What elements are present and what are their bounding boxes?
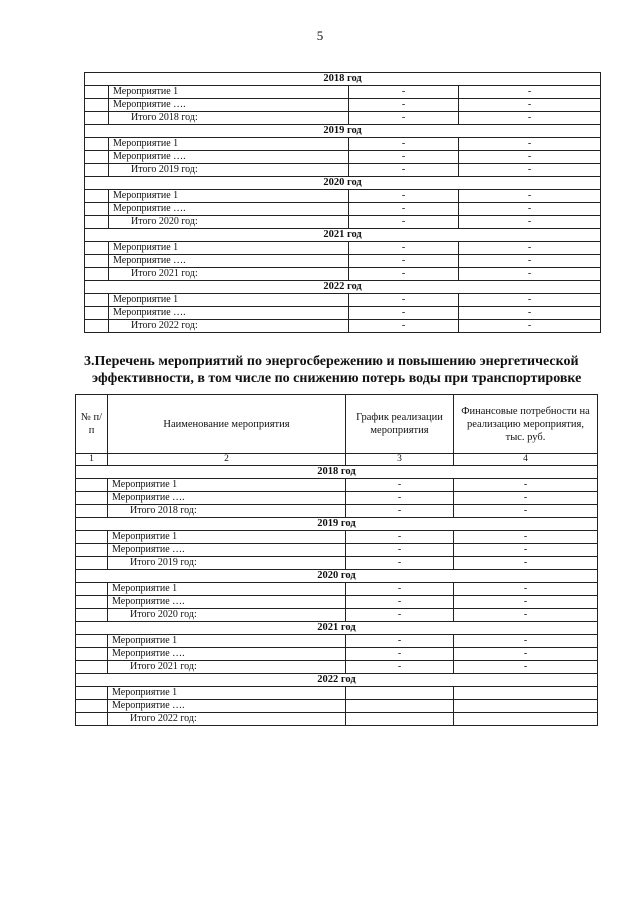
schedule-cell: - (349, 86, 459, 99)
financing-cell (454, 713, 598, 726)
column-number: 2 (108, 454, 346, 466)
schedule-cell: - (349, 151, 459, 164)
total-label: Итого 2022 год: (108, 713, 346, 726)
schedule-cell: - (349, 164, 459, 177)
year-row (85, 177, 601, 190)
event-row (85, 99, 601, 112)
row-number-cell (85, 216, 109, 229)
schedule-cell: - (346, 557, 454, 570)
financing-cell: - (454, 648, 598, 661)
header-financing: Финансовые потребности на реализацию мероприятия, тыс. руб. (454, 395, 598, 454)
row-number-cell (76, 531, 108, 544)
schedule-cell: - (349, 216, 459, 229)
schedule-cell: - (349, 320, 459, 333)
financing-cell: - (459, 112, 601, 125)
event-row (76, 544, 598, 557)
financing-cell: - (454, 479, 598, 492)
event-row (76, 596, 598, 609)
events-table-continued (84, 72, 601, 333)
financing-cell (454, 687, 598, 700)
row-number-cell (76, 687, 108, 700)
row-number-cell (85, 242, 109, 255)
year-row (76, 622, 598, 635)
row-number-cell (85, 268, 109, 281)
schedule-cell: - (349, 242, 459, 255)
financing-cell: - (459, 320, 601, 333)
event-row (76, 492, 598, 505)
year-label: 2018 год (76, 466, 598, 479)
year-label: 2021 год (85, 229, 601, 242)
event-name: Мероприятие …. (108, 492, 346, 505)
financing-cell: - (454, 635, 598, 648)
event-name: Мероприятие 1 (109, 138, 349, 151)
row-number-cell (76, 544, 108, 557)
row-number-cell (85, 307, 109, 320)
total-row (76, 713, 598, 726)
year-label: 2020 год (85, 177, 601, 190)
year-row (76, 466, 598, 479)
total-row (76, 609, 598, 622)
financing-cell: - (454, 583, 598, 596)
year-row (85, 73, 601, 86)
event-row (85, 242, 601, 255)
schedule-cell: - (349, 190, 459, 203)
total-label: Итого 2020 год: (109, 216, 349, 229)
total-row (85, 164, 601, 177)
header-number: № п/п (76, 395, 108, 454)
financing-cell: - (459, 294, 601, 307)
header-schedule: График реализации мероприятия (346, 395, 454, 454)
year-row (76, 570, 598, 583)
column-number: 3 (346, 454, 454, 466)
financing-cell: - (459, 242, 601, 255)
financing-cell: - (459, 138, 601, 151)
schedule-cell: - (349, 203, 459, 216)
total-row (85, 112, 601, 125)
year-label: 2018 год (85, 73, 601, 86)
section-heading-line-1: 3.Перечень мероприятий по энергосбережению и повышению энергетической (84, 354, 579, 369)
event-name: Мероприятие …. (109, 203, 349, 216)
event-name: Мероприятие 1 (109, 242, 349, 255)
year-row (76, 518, 598, 531)
financing-cell: - (454, 609, 598, 622)
schedule-cell: - (349, 294, 459, 307)
financing-cell: - (459, 307, 601, 320)
schedule-cell: - (349, 255, 459, 268)
column-number: 1 (76, 454, 108, 466)
financing-cell: - (459, 255, 601, 268)
schedule-cell (346, 687, 454, 700)
schedule-cell: - (349, 268, 459, 281)
event-name: Мероприятие …. (108, 648, 346, 661)
schedule-cell: - (346, 583, 454, 596)
row-number-cell (76, 492, 108, 505)
row-number-cell (76, 713, 108, 726)
event-row (76, 583, 598, 596)
row-number-cell (85, 86, 109, 99)
event-name: Мероприятие …. (109, 99, 349, 112)
total-label: Итого 2020 год: (108, 609, 346, 622)
schedule-cell (346, 713, 454, 726)
total-row (85, 216, 601, 229)
total-label: Итого 2019 год: (108, 557, 346, 570)
year-label: 2019 год (85, 125, 601, 138)
page-number: 5 (316, 28, 324, 43)
schedule-cell: - (346, 596, 454, 609)
event-name: Мероприятие …. (108, 596, 346, 609)
total-row (76, 661, 598, 674)
financing-cell (454, 700, 598, 713)
energy-saving-events-table (75, 394, 598, 726)
event-row (85, 151, 601, 164)
row-number-cell (85, 112, 109, 125)
event-name: Мероприятие 1 (108, 479, 346, 492)
event-name: Мероприятие 1 (108, 635, 346, 648)
row-number-cell (85, 164, 109, 177)
financing-cell: - (454, 661, 598, 674)
section-heading (84, 353, 604, 387)
row-number-cell (76, 479, 108, 492)
event-row (85, 190, 601, 203)
total-row (85, 320, 601, 333)
total-row (85, 268, 601, 281)
event-row (76, 700, 598, 713)
event-name: Мероприятие …. (109, 307, 349, 320)
row-number-cell (85, 255, 109, 268)
total-label: Итого 2018 год: (108, 505, 346, 518)
event-name: Мероприятие …. (109, 255, 349, 268)
event-name: Мероприятие 1 (109, 86, 349, 99)
financing-cell: - (459, 99, 601, 112)
total-label: Итого 2019 год: (109, 164, 349, 177)
schedule-cell: - (349, 99, 459, 112)
event-name: Мероприятие …. (108, 700, 346, 713)
event-name: Мероприятие …. (108, 544, 346, 557)
column-number: 4 (454, 454, 598, 466)
row-number-cell (76, 661, 108, 674)
schedule-cell: - (346, 648, 454, 661)
total-label: Итого 2021 год: (109, 268, 349, 281)
row-number-cell (85, 203, 109, 216)
schedule-cell: - (349, 307, 459, 320)
event-row (85, 203, 601, 216)
financing-cell: - (454, 557, 598, 570)
schedule-cell: - (346, 544, 454, 557)
year-label: 2020 год (76, 570, 598, 583)
event-row (85, 255, 601, 268)
row-number-cell (85, 99, 109, 112)
financing-cell: - (459, 151, 601, 164)
year-row (85, 229, 601, 242)
schedule-cell: - (346, 609, 454, 622)
financing-cell: - (459, 190, 601, 203)
column-number-row (76, 454, 598, 466)
schedule-cell: - (349, 112, 459, 125)
row-number-cell (85, 190, 109, 203)
schedule-cell: - (346, 505, 454, 518)
year-row (85, 125, 601, 138)
row-number-cell (76, 700, 108, 713)
event-row (85, 86, 601, 99)
schedule-cell: - (349, 138, 459, 151)
year-label: 2019 год (76, 518, 598, 531)
financing-cell: - (459, 86, 601, 99)
event-row (76, 687, 598, 700)
financing-cell: - (454, 544, 598, 557)
row-number-cell (76, 557, 108, 570)
event-name: Мероприятие 1 (109, 190, 349, 203)
schedule-cell: - (346, 661, 454, 674)
event-name: Мероприятие 1 (109, 294, 349, 307)
total-row (76, 557, 598, 570)
row-number-cell (85, 294, 109, 307)
event-row (85, 307, 601, 320)
year-row (76, 674, 598, 687)
financing-cell: - (454, 505, 598, 518)
row-number-cell (85, 320, 109, 333)
event-row (76, 531, 598, 544)
row-number-cell (76, 505, 108, 518)
year-row (85, 281, 601, 294)
table-header-row (76, 395, 598, 454)
financing-cell: - (454, 492, 598, 505)
event-name: Мероприятие 1 (108, 687, 346, 700)
event-row (85, 294, 601, 307)
row-number-cell (76, 583, 108, 596)
year-label: 2022 год (85, 281, 601, 294)
row-number-cell (85, 138, 109, 151)
event-name: Мероприятие 1 (108, 583, 346, 596)
total-label: Итого 2021 год: (108, 661, 346, 674)
financing-cell: - (459, 216, 601, 229)
header-event-name: Наименование мероприятия (108, 395, 346, 454)
schedule-cell: - (346, 479, 454, 492)
row-number-cell (76, 648, 108, 661)
schedule-cell: - (346, 635, 454, 648)
financing-cell: - (454, 596, 598, 609)
financing-cell: - (459, 268, 601, 281)
event-row (76, 479, 598, 492)
event-row (85, 138, 601, 151)
row-number-cell (85, 151, 109, 164)
total-row (76, 505, 598, 518)
event-row (76, 648, 598, 661)
schedule-cell: - (346, 492, 454, 505)
total-label: Итого 2022 год: (109, 320, 349, 333)
section-heading-line-2: эффективности, в том числе по снижению потерь воды при транспортировке (92, 371, 582, 386)
row-number-cell (76, 635, 108, 648)
row-number-cell (76, 596, 108, 609)
financing-cell: - (459, 164, 601, 177)
financing-cell: - (454, 531, 598, 544)
total-label: Итого 2018 год: (109, 112, 349, 125)
year-label: 2021 год (76, 622, 598, 635)
year-label: 2022 год (76, 674, 598, 687)
event-name: Мероприятие …. (109, 151, 349, 164)
schedule-cell (346, 700, 454, 713)
event-name: Мероприятие 1 (108, 531, 346, 544)
event-row (76, 635, 598, 648)
financing-cell: - (459, 203, 601, 216)
schedule-cell: - (346, 531, 454, 544)
row-number-cell (76, 609, 108, 622)
